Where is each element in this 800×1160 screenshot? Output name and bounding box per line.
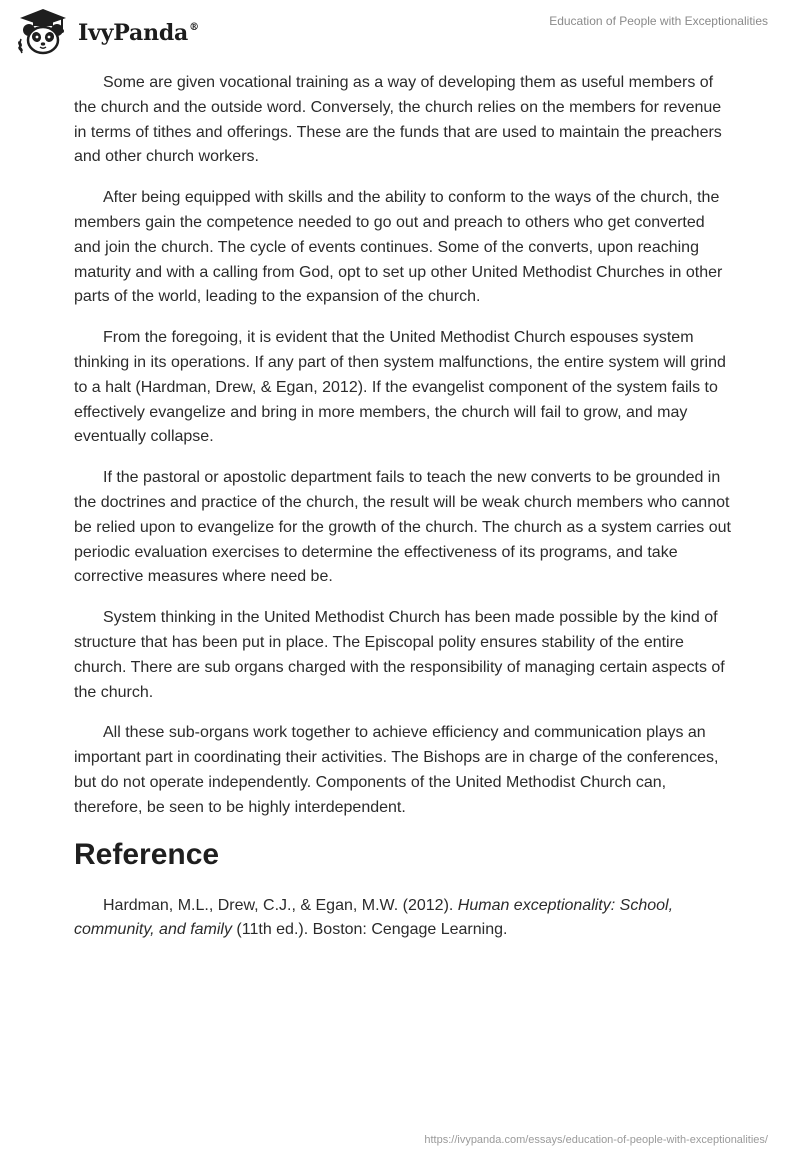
reference-authors: Hardman, M.L., Drew, C.J., & Egan, M.W. (2012). [103, 896, 458, 914]
ivypanda-logo[interactable] [14, 6, 199, 56]
panda-graduate-icon [14, 6, 72, 56]
registered-mark: ® [189, 21, 199, 33]
document-title: Education of People with Exceptionalities [549, 14, 768, 28]
body-paragraph: All these sub-organs work together to achieve efficiency and communication plays an important part in coordinating their activities. The Bishops are in charge of the conferences, but do not operate independently. Components of the United Methodist Church can, therefore, be seen to be highly interdependent. [74, 724, 719, 816]
reference-heading: Reference [74, 837, 220, 871]
reference-publication: (11th ed.). Boston: Cengage Learning. [231, 921, 508, 939]
body-paragraph: If the pastoral or apostolic department fails to teach the new converts to be grounded in the doctrines and practice of the church, the result will be weak church members who cannot be relied upon to evangelize for the growth of the church. The church as a system carries out periodic evaluation exercises to determine the effectiveness of its programs, and take corrective measures where need be. [74, 469, 731, 586]
body-paragraph: Some are given vocational training as a way of developing them as useful members of the church and the outside word. Conversely, the church relies on the members for revenue in terms of tithes and offerings. These are the funds that are used to maintain the preachers and other church workers. [74, 74, 722, 166]
body-paragraph: After being equipped with skills and the ability to conform to the ways of the church, the members gain the competence needed to go out and preach to others who get converted and join the church. The cycle of events continues. Some of the converts, upon reaching maturity and with a calling from God, opt to set up other United Methodist Churches in other parts of the world, leading to the expansion of the church. [74, 189, 723, 306]
body-paragraph: System thinking in the United Methodist Church has been made possible by the kind of structure that has been put in place. The Episcopal polity ensures stability of the entire church. There are sub organs charged with the responsibility of managing certain aspects of the church. [74, 609, 725, 701]
page-header [0, 0, 800, 62]
essay-body [74, 71, 734, 943]
reference-title: Human exceptionality: School, community, and family [74, 896, 674, 939]
brand-name: IvyPanda® [78, 20, 199, 46]
source-url[interactable]: https://ivypanda.com/essays/education-of-people-with-exceptionalities/ [424, 1134, 768, 1146]
reference-entry [74, 894, 734, 944]
body-paragraph: From the foregoing, it is evident that the United Methodist Church espouses system thinking in its operations. If any part of then system malfunctions, the entire system will grind to a halt (Hardman, Drew, & Egan, 2012). If the evangelist component of the system fails to effectively evangelize and bring in more members, the church will fail to grow, and may eventually collapse. [74, 329, 726, 446]
